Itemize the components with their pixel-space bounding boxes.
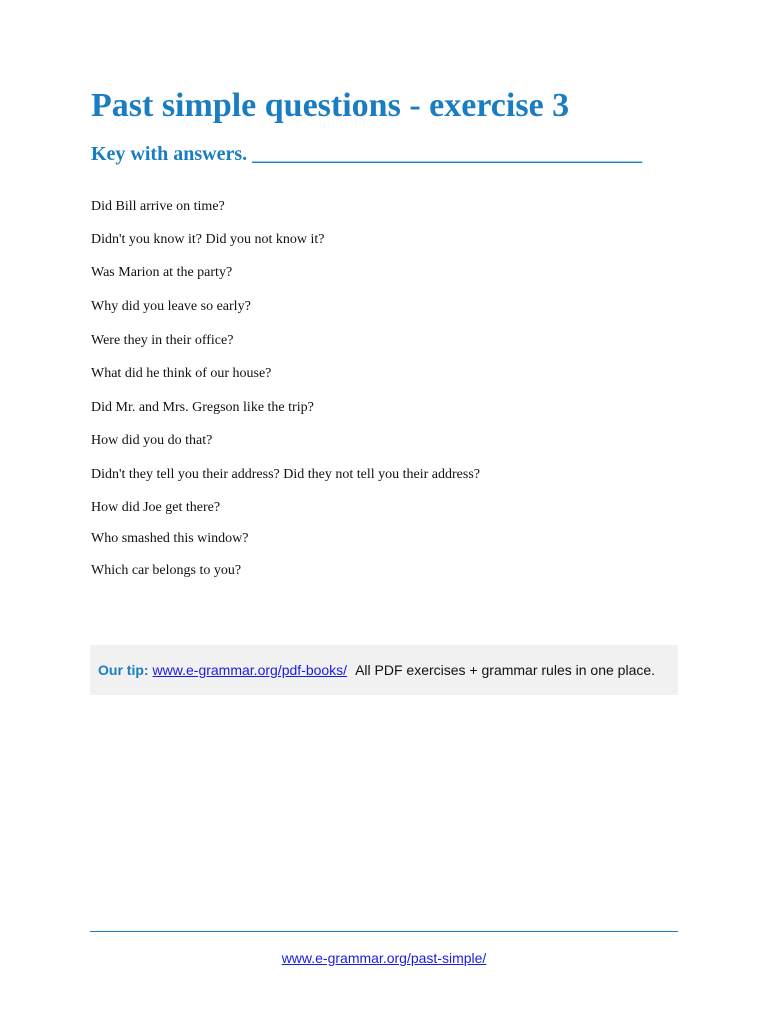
answer-item-11: Who smashed this window? bbox=[91, 531, 249, 546]
answer-item-3: Was Marion at the party? bbox=[91, 265, 233, 280]
answer-item-9: Didn't they tell you their address? Did they not tell you their address? bbox=[91, 467, 480, 482]
answer-item-1: Did Bill arrive on time? bbox=[91, 199, 225, 214]
tip-box bbox=[90, 645, 678, 695]
answer-item-10: How did Joe get there? bbox=[91, 500, 221, 515]
footer bbox=[0, 949, 768, 967]
tip-label: Our tip: bbox=[98, 662, 149, 678]
answer-item-5: Were they in their office? bbox=[91, 333, 234, 348]
answer-item-8: How did you do that? bbox=[91, 433, 213, 448]
tip-text: All PDF exercises + grammar rules in one place. bbox=[355, 662, 656, 678]
answer-item-12: Which car belongs to you? bbox=[91, 563, 242, 578]
answer-item-4: Why did you leave so early? bbox=[91, 299, 251, 314]
answer-item-2: Didn't you know it? Did you not know it? bbox=[91, 232, 325, 247]
footer-divider bbox=[90, 931, 678, 932]
answer-item-6: What did he think of our house? bbox=[91, 366, 272, 381]
page-title: Past simple questions - exercise 3 bbox=[91, 87, 570, 124]
pdf-books-link[interactable]: www.e-grammar.org/pdf-books/ bbox=[152, 662, 348, 678]
answer-key-heading: Key with answers. _______________________________________ bbox=[91, 143, 643, 165]
past-simple-link[interactable]: www.e-grammar.org/past-simple/ bbox=[281, 950, 487, 966]
answer-item-7: Did Mr. and Mrs. Gregson like the trip? bbox=[91, 400, 314, 415]
